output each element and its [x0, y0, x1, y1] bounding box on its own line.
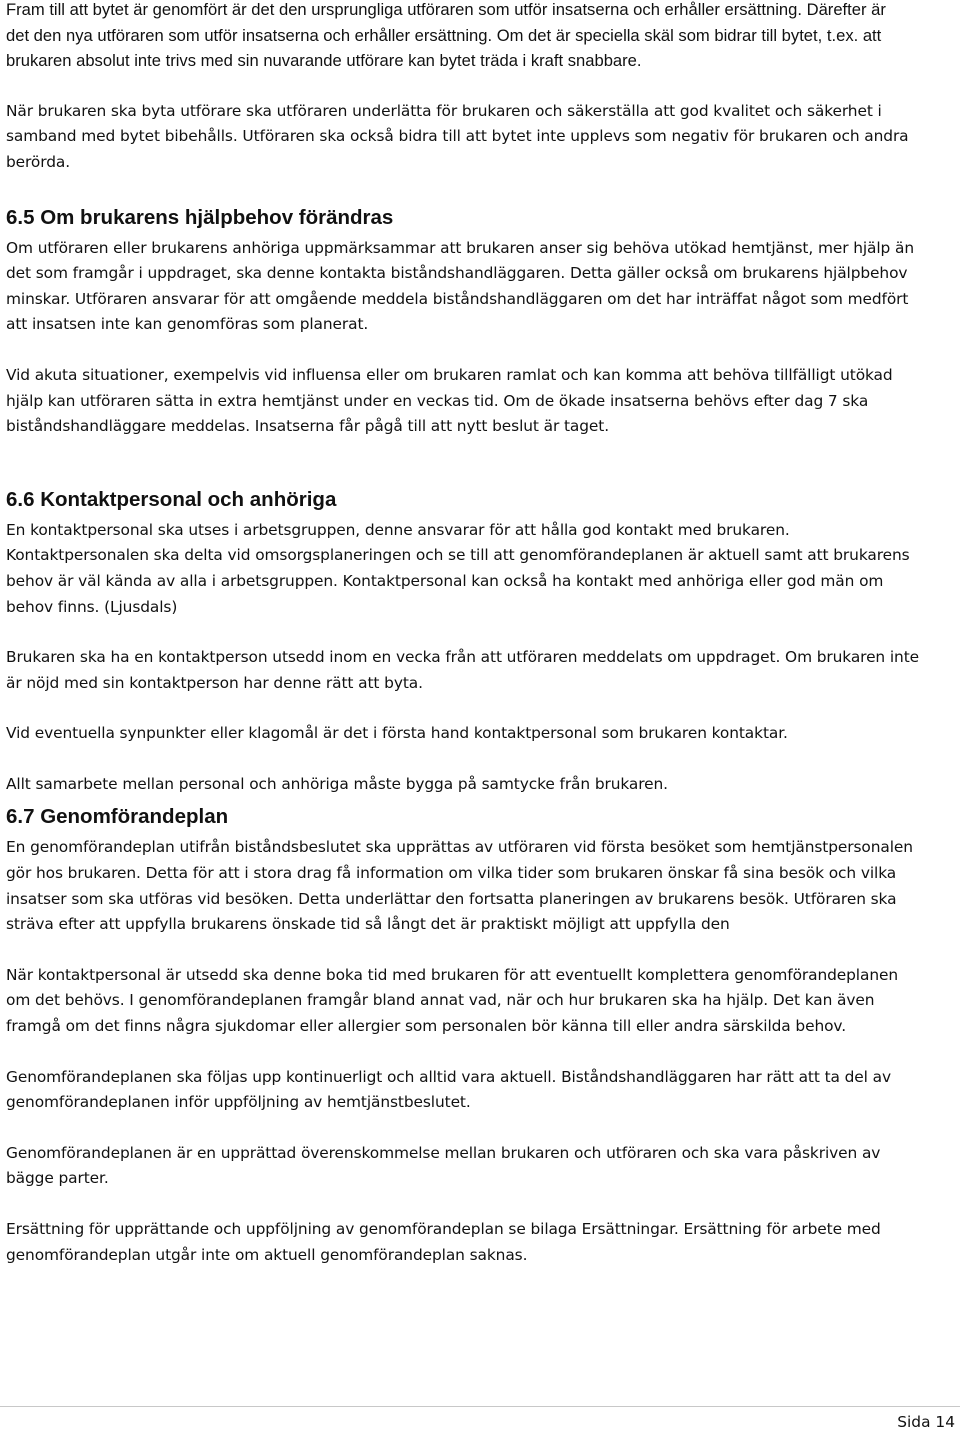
- section-6-6-heading: 6.6 Kontaktpersonal och anhöriga: [6, 487, 337, 511]
- document-page: [6, 0, 926, 1268]
- intro-paragraph-1: Fram till att bytet är genomfört är det den ursprungliga utföraren som utför insatserna och erhåller ersättning. Därefter är det den nya utföraren som utför insatserna och erhåller ersättning. Om det är speciella skäl som bidrar till bytet, t.ex. att brukaren absolut inte trivs med sin nuvarande utförare kan bytet träda i kraft snabbare.: [6, 0, 886, 71]
- section-6-6-paragraph-1: En kontaktpersonal ska utses i arbetsgruppen, denne ansvarar för att hålla god kontakt med brukaren. Kontaktpersonalen ska delta vid omsorgsplaneringen och se till att genomförandeplanen är aktuell samt att brukarens behov är väl kända av alla i arbetsgruppen. Kontaktpersonal kan också ha kontakt med anhöriga eller god män om behov finns. (Ljusdals): [6, 520, 910, 616]
- page-number: Sida 14: [897, 1413, 955, 1431]
- section-6-6-paragraph-4: Allt samarbete mellan personal och anhöriga måste bygga på samtycke från brukaren.: [6, 774, 668, 793]
- section-6-5-heading: 6.5 Om brukarens hjälpbehov förändras: [6, 205, 394, 229]
- section-6-6-paragraph-3: Vid eventuella synpunkter eller klagomål är det i första hand kontaktpersonal som brukaren kontaktar.: [6, 724, 788, 743]
- section-6-5-paragraph-2: Vid akuta situationer, exempelvis vid influensa eller om brukaren ramlat och kan komma att behöva tillfälligt utökad hjälp kan utföraren sätta in extra hemtjänst under en veckas tid. Om de ökade insatserna behövs efter dag 7 ska biståndshandläggare meddelas. Insatserna får pågå till att nytt beslut är taget.: [6, 365, 893, 436]
- section-6-6-paragraph-2: Brukaren ska ha en kontaktperson utsedd inom en vecka från att utföraren meddelats om uppdraget. Om brukaren inte är nöjd med sin kontaktperson har denne rätt att byta.: [6, 648, 920, 692]
- section-6-5-paragraph-1: Om utföraren eller brukarens anhöriga uppmärksammar att brukaren anser sig behöva utökad hemtjänst, mer hjälp än det som framgår i uppdraget, ska denne kontakta biståndshandläggaren. Detta gäller också om brukarens hjälpbehov minskar. Utföraren ansvarar för att omgående meddela biståndshandläggaren om det har inträffat något som medfört att insatsen inte kan genomföras som planerat.: [6, 238, 915, 334]
- intro-paragraph-2: När brukaren ska byta utförare ska utföraren underlätta för brukaren och säkerställa att god kvalitet och säkerhet i samband med bytet bibehålls. Utföraren ska också bidra till att bytet inte upplevs som negativ för brukaren och andra berörda.: [6, 101, 909, 171]
- footer-divider: [0, 1406, 960, 1407]
- section-6-7-paragraph-1: En genomförandeplan utifrån biståndsbeslutet ska upprättas av utföraren vid första besöket som hemtjänstpersonalen gör hos brukaren. Detta för att i stora drag få information om vilka tider som brukaren önskar få sina besök och vilka insatser som ska utföras vid besöken. Detta underlättar den fortsatta planeringen av brukarens besök. Utföraren ska sträva efter att uppfylla brukarens önskade tid så långt det är praktiskt möjligt att uppfylla den: [6, 838, 913, 934]
- section-6-7-paragraph-4: Genomförandeplanen är en upprättad överenskommelse mellan brukaren och utföraren och ska vara påskriven av bägge parter.: [6, 1143, 881, 1188]
- section-6-7-paragraph-5: Ersättning för upprättande och uppföljning av genomförandeplan se bilaga Ersättningar. Ersättning för arbete med genomförandeplan utgår inte om aktuell genomförandeplan saknas.: [6, 1220, 881, 1264]
- section-6-7-paragraph-3: Genomförandeplanen ska följas upp kontinuerligt och alltid vara aktuell. Biståndshandläggaren har rätt att ta del av genomförandeplanen inför uppföljning av hemtjänstbeslutet.: [6, 1067, 891, 1112]
- section-6-7-paragraph-2: När kontaktpersonal är utsedd ska denne boka tid med brukaren för att eventuellt komplettera genomförandeplanen om det behövs. I genomförandeplanen framgår bland annat vad, när och hur brukaren ska ha hjälp. Det kan även framgå om det finns några sjukdomar eller allergier som personalen bör känna till eller andra särskilda behov.: [6, 965, 898, 1036]
- section-6-7-heading: 6.7 Genomförandeplan: [6, 805, 229, 829]
